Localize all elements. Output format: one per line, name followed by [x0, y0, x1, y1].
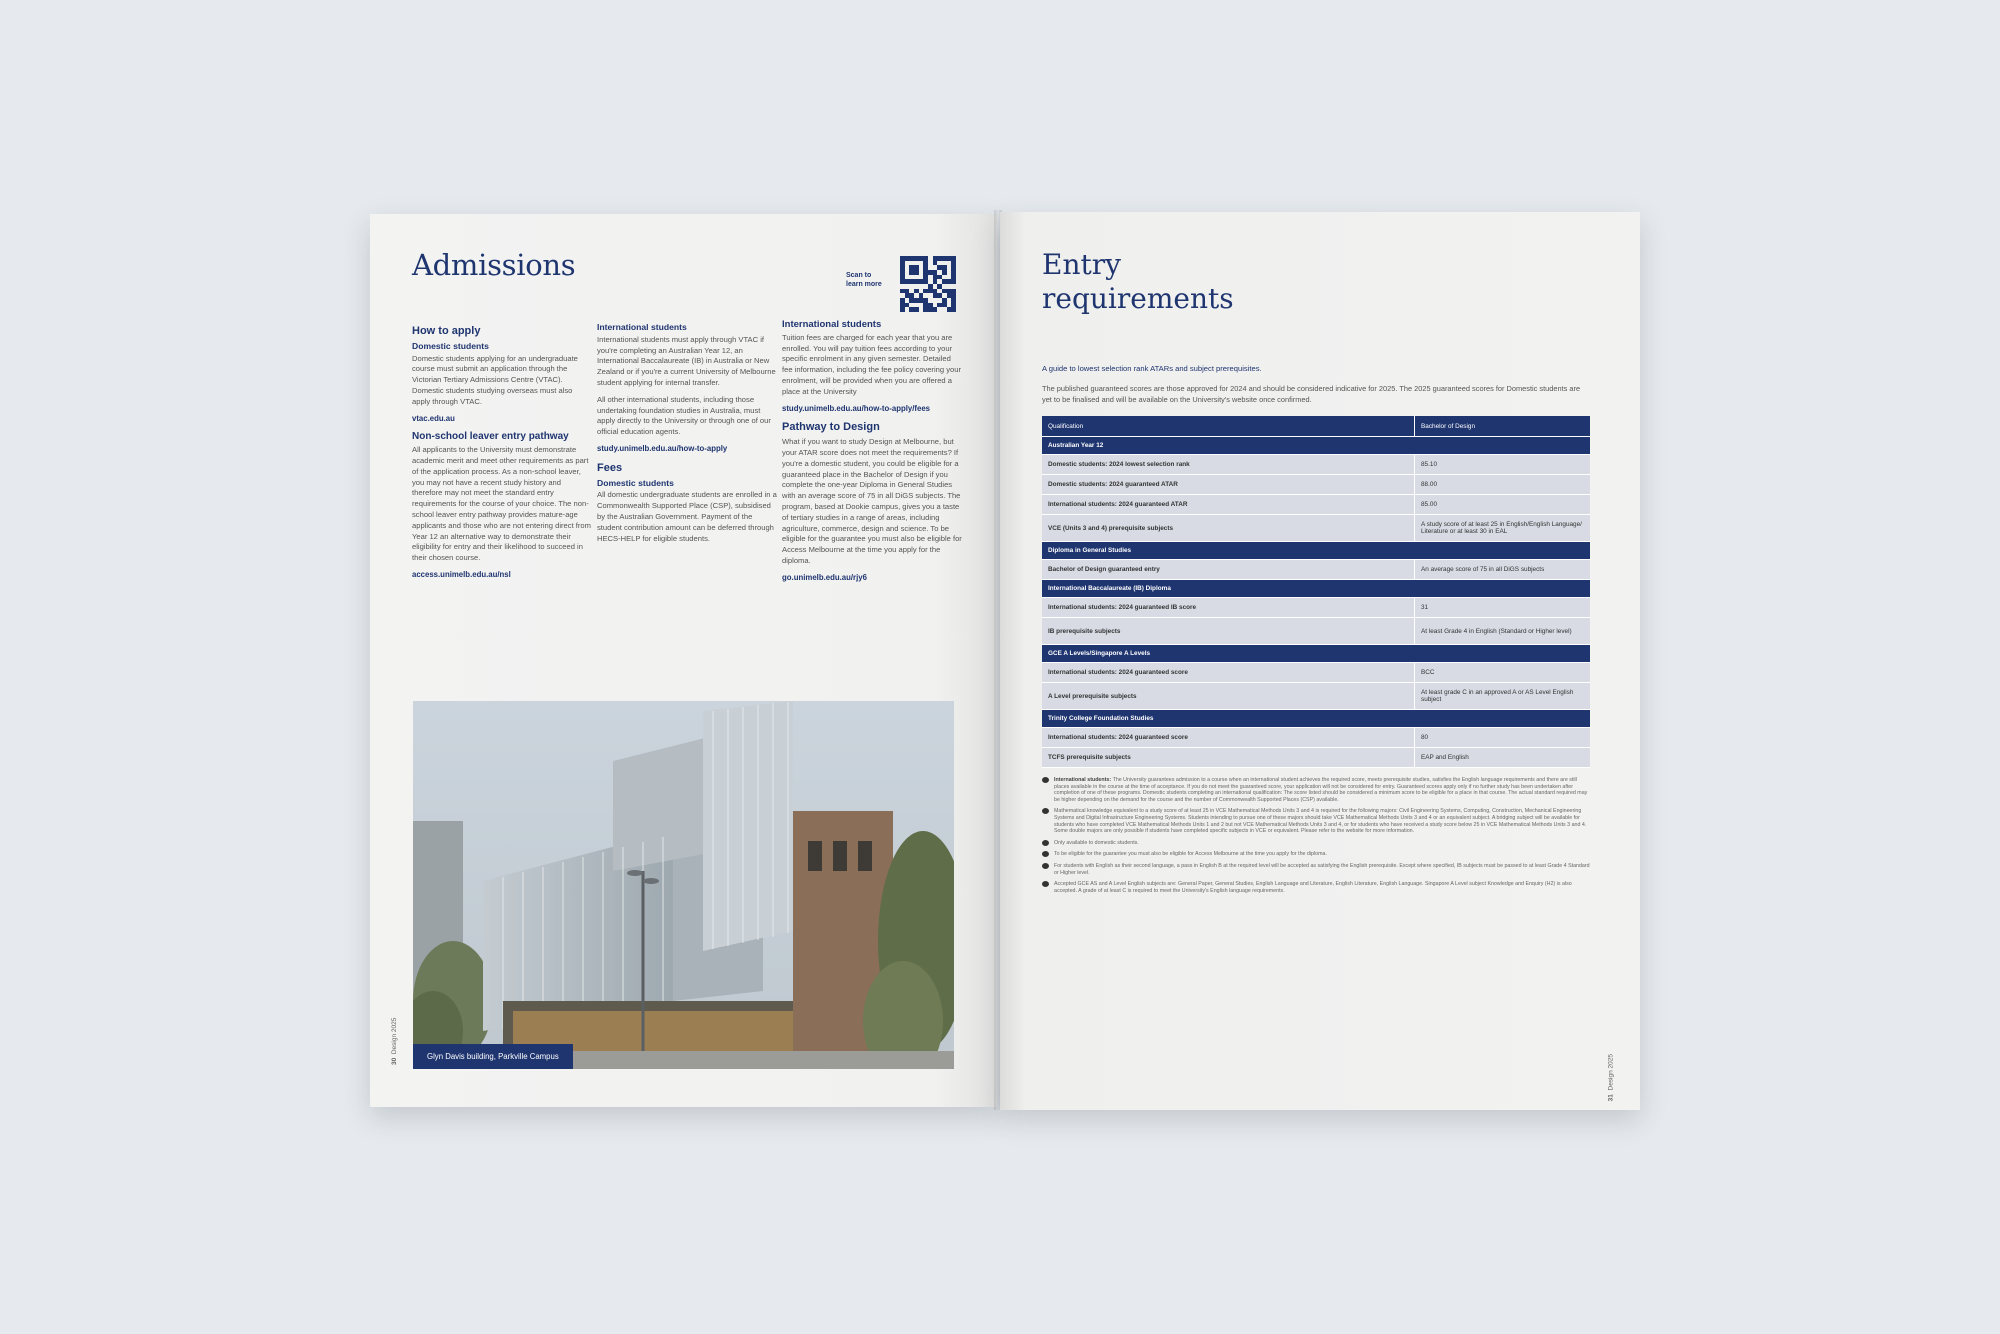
table-row [1042, 598, 1590, 618]
table-cell-label: International students: 2024 guaranteed ATAR [1042, 495, 1415, 515]
table-row [1042, 683, 1590, 710]
table-cell-label: International students: 2024 guaranteed score [1042, 728, 1415, 748]
table-cell-value: At least grade C in an approved A or AS Level English subject [1415, 683, 1591, 710]
title-line-2: requirements [1042, 282, 1234, 315]
paragraph: All domestic undergraduate students are enrolled in a Commonwealth Supported Place (CSP), subsidised by the Australian Government. Payment of the student contribution amount can be deferred through HECS-HELP for eligible students. [597, 490, 777, 543]
footnote-text: To be eligible for the guarantee you must also be eligible for Access Melbourne at the time you apply for the diploma. [1054, 851, 1327, 858]
page-number: 31 [1607, 1094, 1614, 1102]
paragraph: International students must apply through VTAC if you're completing an Australian Year 12, an International Baccalaureate (IB) in Australia or New Zealand or if you're a current University of Melbourne student applying for internal transfer. [597, 334, 776, 387]
link-vtac[interactable]: vtac.edu.au [412, 413, 455, 423]
heading-fees: Fees [597, 461, 623, 474]
subheading-domestic-fees: Domestic students [597, 477, 674, 488]
footnote-marker-icon [1042, 863, 1049, 869]
table-cell-value: 88.00 [1415, 475, 1591, 495]
paragraph: Domestic students applying for an undergraduate course must submit an application through the Victorian Tertiary Admissions Centre (VTAC). Domestic students studying overseas must also apply through VTAC. [412, 353, 578, 406]
subheading-non-school: Non-school leaver entry pathway [412, 431, 569, 443]
table-group-row [1042, 437, 1590, 455]
table-cell-label: A Level prerequisite subjects [1042, 683, 1415, 710]
table-row [1042, 560, 1590, 580]
table-cell-value: 85.00 [1415, 495, 1591, 515]
table-row [1042, 663, 1590, 683]
table-cell-value: 31 [1415, 598, 1591, 618]
link-access[interactable]: access.unimelb.edu.au/nsl [412, 569, 511, 579]
paragraph: All other international students, including those undertaking foundation studies in Australia, must apply directly to the University or through one of our official education agents. [597, 394, 771, 437]
footnote-item [1042, 777, 1590, 803]
table-cell-label: Domestic students: 2024 guaranteed ATAR [1042, 475, 1415, 495]
table-cell-label: International students: 2024 guaranteed score [1042, 663, 1415, 683]
heading-how-to-apply: How to apply [412, 325, 481, 337]
table-cell-value: BCC [1415, 663, 1591, 683]
footer-text: Design 2025 [391, 1017, 398, 1055]
table-group-row [1042, 710, 1590, 728]
heading-pathway: Pathway to Design [782, 421, 880, 434]
table-cell-label: Qualification [1042, 416, 1415, 437]
page-footer-left [391, 1018, 398, 1065]
left-page [370, 214, 997, 1107]
table-cell-value: Bachelor of Design [1415, 416, 1591, 437]
footnote-marker-icon [1042, 840, 1049, 846]
footnote-marker-icon [1042, 851, 1049, 857]
table-cell-value: An average score of 75 in all DiGS subjects [1415, 560, 1591, 580]
table-cell-label: Bachelor of Design guaranteed entry [1042, 560, 1415, 580]
footnotes [1042, 777, 1590, 899]
scan-label [846, 271, 882, 289]
qr-code-icon [900, 256, 956, 312]
page-title-entry [1042, 248, 1234, 316]
scan-line-1: Scan to [846, 272, 872, 279]
footnote-marker-icon [1042, 777, 1049, 783]
table-row [1042, 618, 1590, 645]
right-page [1000, 212, 1640, 1110]
subheading-international-fees: International students [782, 319, 882, 330]
table-row [1042, 728, 1590, 748]
page-title: Admissions [412, 248, 576, 282]
subheading-domestic: Domestic students [412, 340, 489, 351]
table-cell-value: At least Grade 4 in English (Standard or Higher level) [1415, 618, 1591, 645]
table-row [1042, 515, 1590, 542]
entry-requirements-table [1042, 416, 1590, 768]
column-tuition [782, 320, 962, 592]
table-cell-value: 85.10 [1415, 455, 1591, 475]
column-how-to-apply [412, 326, 592, 589]
table-header-row [1042, 416, 1590, 437]
table-cell-label: TCFS prerequisite subjects [1042, 748, 1415, 768]
table-row [1042, 748, 1590, 768]
table-cell-value: EAP and English [1415, 748, 1591, 768]
footnote-item [1042, 808, 1590, 834]
link-pathway[interactable]: go.unimelb.edu.au/rjy6 [782, 572, 867, 582]
building-illustration [413, 701, 954, 1069]
footnote-marker-icon [1042, 881, 1049, 887]
footnote-item [1042, 863, 1590, 876]
link-how-to-apply[interactable]: study.unimelb.edu.au/how-to-apply [597, 443, 728, 453]
footnote-text: International students: The University guarantees admission to a course when an international student achieves the required score, meets prerequisite studies, satisfies the English language requirements and there are still places available in the course at the time of acceptance. If you do not meet the guaranteed score, your application will not be considered for entry. Guaranteed scores apply only if no further study has been undertaken after completion of one of these programs. Domestic students completing an international qualification: The score listed should be considered a minimum score to be eligible for a place in that course. The actual standard required may be higher depending on the demand for the course and the number of Commonwealth Supported Places (CSP) available. [1054, 777, 1588, 803]
intro-lead: A guide to lowest selection rank ATARs and subject prerequisites. [1042, 364, 1262, 373]
table-row [1042, 495, 1590, 515]
table-cell-value: 80 [1415, 728, 1591, 748]
booklet-spread [370, 210, 1640, 1105]
footnote-text: For students with English as their second language, a pass in English B at the required level will be accepted as satisfying the English prerequisite. Except where specified, IB subjects must be passed to at least Grade 4 Standard or Higher level. [1054, 862, 1590, 876]
table-cell-label: International students: 2024 guaranteed IB score [1042, 598, 1415, 618]
table-cell-label: Domestic students: 2024 lowest selection rank [1042, 455, 1415, 475]
table-group-row [1042, 542, 1590, 560]
subheading-international: International students [597, 322, 687, 332]
intro-text: The published guaranteed scores are those approved for 2024 and should be considered indicative for 2025. The 2025 guaranteed scores for Domestic students are yet to be finalised and will be available on the University's website once confirmed. [1042, 384, 1581, 404]
table-cell-value: A study score of at least 25 in English/English Language/ Literature or at least 30 in EAL [1415, 515, 1591, 542]
footnote-text: Only available to domestic students. [1054, 839, 1139, 846]
column-international [597, 322, 777, 550]
footnote-text: Accepted GCE AS and A Level English subjects are: General Paper, General Studies, English Language and Literature, English Literature, English Language. Singapore A Level subject Knowledge and Enquiry (H2) is also accepted. A grade of at least C is required to meet the University's English language requirements. [1054, 881, 1572, 894]
paragraph: All applicants to the University must demonstrate academic merit and meet other requirements as part of the application process. As a non-school leaver, you may not have a recent study history and therefore may not meet the standard entry requirements for the course of your choice. The non-school leaver entry pathway provides mature-age applicants and those who are not entering direct from Year 12 an alternative way to demonstrate their eligibility for entry and their likelihood to succeed in their chosen course. [412, 445, 591, 563]
footnote-text: Mathematical knowledge equivalent to a study score of at least 25 in VCE Mathematical Methods Units 3 and 4 is required for the following majors: Civil Engineering Systems, Computing, Construction, Mechanical Engineering Systems and Digital Infrastructure Engineering Systems. Students intending to pursue one of these majors should take VCE Mathematical Methods Units 3 and 4 or an equivalent subject. A bridging subject will be available for students who have completed VCE Mathematical Methods Units 1 and 2 but not VCE Mathematical Methods Units 3 and 4, or for students who have received a study score below 25 in VCE Mathematical Methods Units 3 and 4. Some double majors are only possible if students have completed specific subjects in VCE or equivalent. Please refer to the website for more information. [1054, 808, 1587, 835]
footnote-marker-icon [1042, 808, 1049, 814]
photo-caption: Glyn Davis building, Parkville Campus [413, 1044, 573, 1069]
table-cell-label: Trinity College Foundation Studies [1042, 710, 1590, 728]
page-number: 30 [391, 1057, 398, 1065]
table-cell-label: VCE (Units 3 and 4) prerequisite subjects [1042, 515, 1415, 542]
table-cell-label: Diploma in General Studies [1042, 542, 1590, 560]
table-cell-label: IB prerequisite subjects [1042, 618, 1415, 645]
page-footer-right [1607, 1054, 1614, 1101]
footnote-item [1042, 851, 1590, 858]
building-photo [413, 701, 954, 1069]
scan-line-2: learn more [846, 281, 882, 288]
table-cell-label: GCE A Levels/Singapore A Levels [1042, 645, 1590, 663]
footnote-item [1042, 840, 1590, 847]
title-line-1: Entry [1042, 248, 1121, 281]
table-row [1042, 475, 1590, 495]
table-group-row [1042, 645, 1590, 663]
paragraph: What if you want to study Design at Melbourne, but your ATAR score does not meet the requirements? If you're a domestic student, you could be eligible for a guaranteed place in the Bachelor of Design if you complete the one-year Diploma in General Studies with an average score of 75 in all DiGS subjects. The program, based at Dookie campus, gives you a taste of tertiary studies in a range of areas, including agriculture, commerce, design and science. To be eligible for the guarantee you must also be eligible for Access Melbourne at the time you apply for the diploma. [782, 437, 962, 565]
paragraph: Tuition fees are charged for each year that you are enrolled. You will pay tuition fees according to your specific enrolment in any given semester. Detailed fee information, including the fee policy covering your enrolment, will be provided when you are offered a place at the University [782, 332, 961, 396]
link-fees[interactable]: study.unimelb.edu.au/how-to-apply/fees [782, 403, 931, 413]
footer-text: Design 2025 [1607, 1054, 1614, 1091]
table-group-row [1042, 580, 1590, 598]
table-cell-label: Australian Year 12 [1042, 437, 1590, 455]
footnote-item [1042, 881, 1590, 894]
table-row [1042, 455, 1590, 475]
table-cell-label: International Baccalaureate (IB) Diploma [1042, 580, 1590, 598]
